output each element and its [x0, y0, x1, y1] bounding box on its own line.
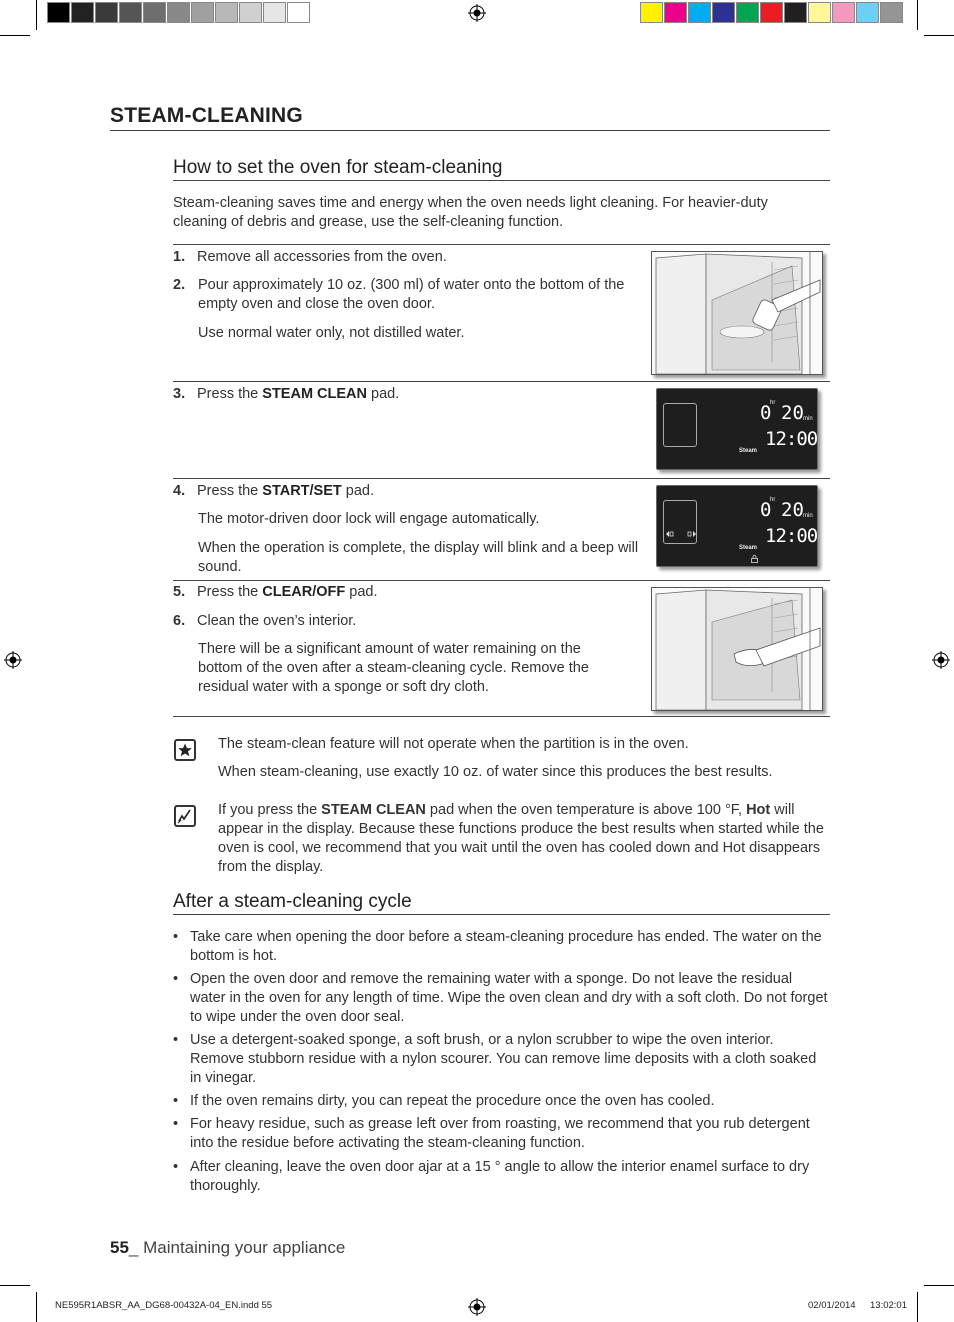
minutes-readout: 20 — [781, 402, 804, 424]
registration-mark-icon — [932, 651, 950, 669]
color-swatch — [808, 2, 831, 23]
step-1: 1. Remove all accessories from the oven. — [173, 249, 447, 265]
steam-indicator: Steam — [739, 545, 758, 551]
steam-clean-pad-label: STEAM CLEAN — [262, 386, 368, 402]
color-swatch — [95, 2, 118, 23]
color-swatch — [664, 2, 687, 23]
color-swatch — [47, 2, 70, 23]
note-hot-display: If you press the STEAM CLEAN pad when the oven temperature is above 100 °F, Hot will appear in the display. Because these functions produce the best results when started while the oven is cool, we recommend that you wait until the oven has cooled down and Hot disappears from the display. — [218, 802, 824, 875]
oven-wipe-interior-illustration — [651, 587, 823, 711]
list-item: • Take care when opening the door before a steam-cleaning procedure has ended. The water on the bottom is hot. — [173, 929, 822, 964]
hot-label: Hot — [746, 802, 771, 818]
color-swatch — [71, 2, 94, 23]
registration-mark-icon — [468, 4, 486, 22]
divider — [173, 244, 830, 245]
color-swatch — [119, 2, 142, 23]
crop-mark — [0, 35, 30, 36]
section-heading-setup: How to set the oven for steam-cleaning — [173, 157, 830, 181]
color-swatch — [191, 2, 214, 23]
registration-mark-icon — [4, 651, 22, 669]
color-swatch — [640, 2, 663, 23]
start-set-pad-label: START/SET — [262, 483, 342, 499]
note-water-amount: When steam-cleaning, use exactly 10 oz. of water since this produces the best results. — [218, 764, 773, 780]
minutes-readout: 20 — [781, 499, 804, 521]
steam-indicator: Steam — [739, 448, 758, 454]
slug-filename: NE595R1ABSR_AA_DG68-00432A-04_EN.indd 55 — [55, 1300, 273, 1311]
process-color-bar — [640, 2, 904, 23]
steam-clean-label: STEAM CLEAN — [321, 802, 426, 818]
door-indicator — [663, 403, 697, 447]
color-swatch — [784, 2, 807, 23]
note-check-icon — [174, 805, 196, 827]
crop-mark — [924, 1285, 954, 1286]
color-swatch — [287, 2, 310, 23]
min-label: min — [803, 416, 813, 422]
crop-mark — [0, 1285, 30, 1286]
crop-mark — [36, 0, 37, 30]
color-swatch — [880, 2, 903, 23]
color-swatch — [215, 2, 238, 23]
color-swatch — [263, 2, 286, 23]
list-item: • After cleaning, leave the oven door ajar at a 15 ° angle to allow the interior enamel surface to dry thoroughly. — [173, 1159, 810, 1194]
crop-mark — [917, 1292, 918, 1322]
page-number: 55 — [110, 1238, 129, 1257]
step-2-note: Use normal water only, not distilled water. — [198, 325, 465, 341]
divider — [173, 381, 830, 382]
step-4-note-1: The motor-driven door lock will engage automatically. — [198, 511, 540, 527]
grayscale-color-bar — [47, 2, 311, 23]
step-4: 4. Press the START/SET pad. — [173, 483, 375, 499]
list-item: • If the oven remains dirty, you can repeat the procedure once the oven has cooled. — [173, 1093, 715, 1109]
step-3: 3. Press the STEAM CLEAN pad. — [173, 386, 400, 402]
lock-icon — [751, 555, 758, 563]
divider — [173, 580, 830, 581]
hours-readout: 0 — [760, 402, 772, 424]
list-item: • For heavy residue, such as grease left over from roasting, we recommend that you rub detergent into the residue before activating the steam-cleaning function. — [173, 1116, 810, 1151]
page-title: STEAM-CLEANING — [110, 104, 830, 131]
min-label: min — [803, 513, 813, 519]
color-swatch — [856, 2, 879, 23]
control-panel-display-steam-clean — [656, 388, 818, 470]
crop-mark — [36, 1292, 37, 1322]
divider — [173, 478, 830, 479]
oven-pour-water-illustration — [651, 251, 823, 375]
page-footer — [110, 1238, 345, 1258]
hr-label: hr — [770, 400, 776, 406]
hr-label: hr — [770, 497, 776, 503]
step-2: 2. Pour approximately 10 oz. (300 ml) of water onto the bottom of the empty oven and close the oven door. — [173, 277, 625, 312]
color-swatch — [832, 2, 855, 23]
important-star-icon — [174, 739, 196, 761]
list-item: • Open the oven door and remove the remaining water with a sponge. Do not leave the residual water in the oven for any length of time. Wipe the oven clean and dry with a soft cloth. Do not forget to wipe under the oven door seal. — [173, 971, 828, 1025]
color-swatch — [760, 2, 783, 23]
slug-date: 02/01/2014 — [808, 1300, 856, 1311]
intro-paragraph: Steam-cleaning saves time and energy when the oven needs light cleaning. For heavier-duty cleaning of debris and grease, use the self-cleaning function. — [173, 195, 768, 230]
footer-section: _ Maintaining your appliance — [128, 1238, 346, 1257]
hours-readout: 0 — [760, 499, 772, 521]
crop-mark — [917, 0, 918, 30]
step-4-note-2: When the operation is complete, the display will blink and a beep will sound. — [198, 540, 639, 575]
step-6-note: There will be a significant amount of water remaining on the bottom of the oven after a steam-cleaning cycle. Remove the residual water with a sponge or soft dry cloth. — [198, 641, 589, 695]
list-item: • Use a detergent-soaked sponge, a soft brush, or a nylon scrubber to wipe the oven interior. Remove stubborn residue with a nylon scourer. You can remove lime deposits with a cloth soaked in vinegar. — [173, 1032, 817, 1086]
color-swatch — [143, 2, 166, 23]
step-5: 5. Press the CLEAR/OFF pad. — [173, 584, 378, 600]
note-partition: The steam-clean feature will not operate when the partition is in the oven. — [218, 736, 689, 752]
color-swatch — [239, 2, 262, 23]
section-heading-after-cycle: After a steam-cleaning cycle — [173, 891, 830, 915]
clock-readout: 12:00 — [765, 525, 818, 547]
clear-off-pad-label: CLEAR/OFF — [262, 584, 346, 600]
control-panel-display-start — [656, 485, 818, 567]
door-lock-arrows-icon — [665, 530, 697, 538]
color-swatch — [167, 2, 190, 23]
color-swatch — [712, 2, 735, 23]
color-swatch — [736, 2, 759, 23]
registration-mark-icon — [468, 1298, 486, 1316]
step-6: 6. Clean the oven’s interior. — [173, 613, 357, 629]
slug-time: 13:02:01 — [870, 1300, 907, 1311]
divider — [173, 716, 830, 717]
color-swatch — [688, 2, 711, 23]
clock-readout: 12:00 — [765, 428, 818, 450]
crop-mark — [924, 35, 954, 36]
